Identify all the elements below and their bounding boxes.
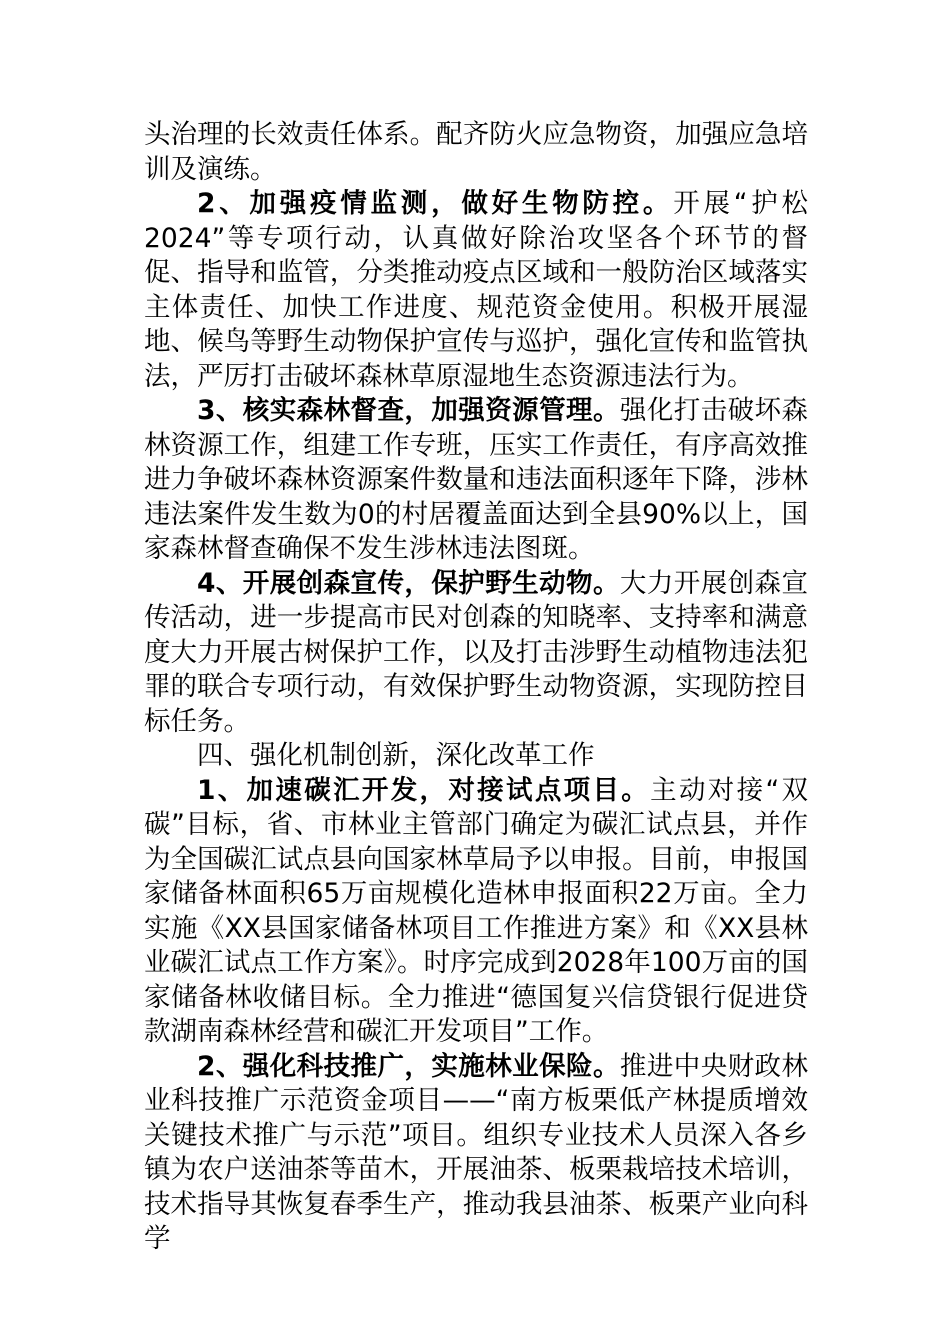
paragraph-heading: 1、加速碳汇开发，对接试点项目。 — [197, 774, 651, 806]
paragraph-body: 主动对接“双碳”目标，省、市林业主管部门确定为碳汇试点县，并作为全国碳汇试点县向国家林草局予以申报。目前，申报国家储备林面积65万亩规模化造林申报面积22万亩。全力实施《XX县国家储备林项目工作推进方案》和《XX县林业碳汇试点工作方案》。时序完成到2028年100万亩的国家储备林收储目标。全力推进“德国复兴信贷银行促进贷款湖南森林经营和碳汇开发项目”工作。 — [144, 774, 808, 1047]
paragraph-heading: 2、加强疫情监测，做好生物防控。 — [197, 188, 674, 219]
paragraph-body: 大力开展创森宣传活动，进一步提高市民对创森的知晓率、支持率和满意度大力开展古树保护工作，以及打击涉野生动植物违法犯罪的联合专项行动，有效保护野生动物资源，实现防控目标任务。 — [144, 567, 808, 737]
section-heading: 四、强化机制创新，深化改革工作 — [197, 740, 595, 771]
paragraph-biological-control — [144, 187, 808, 394]
paragraph-heading: 4、开展创森宣传，保护野生动物。 — [197, 567, 620, 599]
paragraph-heading: 2、强化科技推广，实施林业保险。 — [197, 1050, 620, 1082]
paragraph-carbon-sink — [144, 774, 808, 1050]
paragraph-wildlife-protection — [144, 567, 808, 740]
document-body — [144, 118, 808, 1257]
paragraph-body: 推进中央财政林业科技推广示范资金项目——“南方板栗低产林提质增效关键技术推广与示范”项目。组织专业技术人员深入各乡镇为农户送油茶等苗木，开展油茶、板栗栽培技术培训，技术指导其恢复春季生产，推动我县油茶、板栗产业向科学 — [144, 1050, 808, 1254]
paragraph-tech-promotion — [144, 1050, 808, 1257]
paragraph-continuation — [144, 118, 808, 187]
paragraph-forest-inspection — [144, 394, 808, 567]
paragraph-body: 强化打击破坏森林资源工作，组建工作专班，压实工作责任，有序高效推进力争破坏森林资源案件数量和违法面积逐年下降，涉林违法案件发生数为0的村居覆盖面达到全县90%以上，国家森林督查确保不发生涉林违法图斑。 — [144, 395, 808, 564]
paragraph-heading: 3、核实森林督查，加强资源管理。 — [197, 395, 620, 426]
paragraph-body: 头治理的长效责任体系。配齐防火应急物资，加强应急培训及演练。 — [144, 119, 808, 185]
paragraph-body: 开展“护松2024”等专项行动，认真做好除治攻坚各个环节的督促、指导和监管，分类推动疫点区域和一般防治区域落实主体责任、加快工作进度、规范资金使用。积极开展湿地、候鸟等野生动物保护宣传与巡护，强化宣传和监管执法，严厉打击破坏森林草原湿地生态资源违法行为。 — [144, 188, 808, 392]
